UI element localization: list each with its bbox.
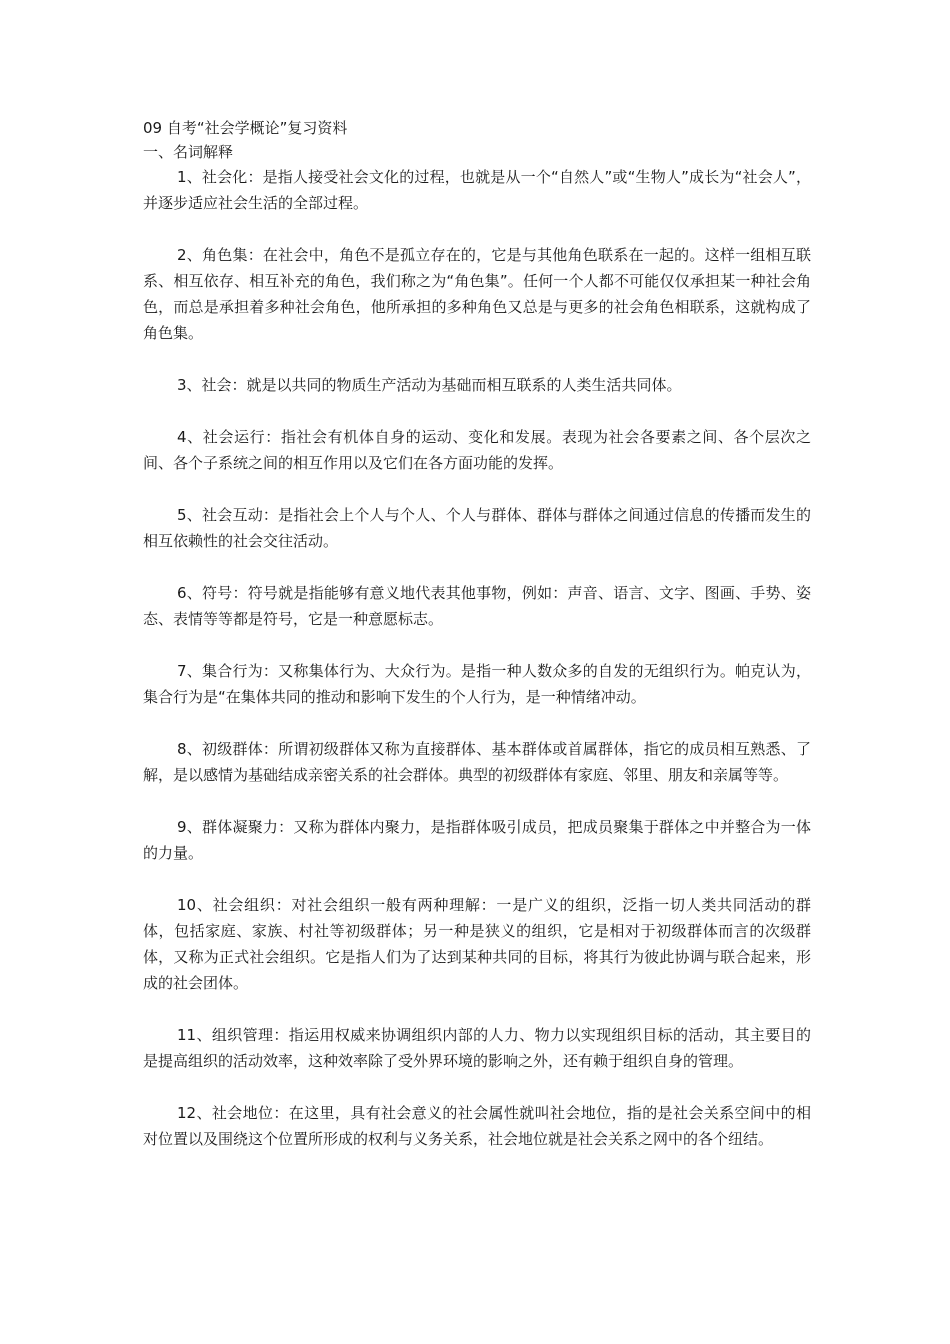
term-text: 集合行为：又称集体行为、大众行为。是指一种人数众多的自发的无组织行为。帕克认为，集合行为是“在集体共同的推动和影响下发生的个人行为，是一种情绪冲动。 (143, 662, 811, 706)
term-text: 角色集：在社会中，角色不是孤立存在的，它是与其他角色联系在一起的。这样一组相互联系、相互依存、相互补充的角色，我们称之为“角色集”。任何一个人都不可能仅仅承担某一种社会角色，而总是承担着多种社会角色，他所承担的多种角色又总是与更多的社会角色相联系，这就构成了角色集。 (143, 246, 811, 342)
term-paragraph-6 (143, 580, 811, 632)
term-number: 7、 (177, 662, 203, 680)
term-number: 10、 (177, 896, 213, 914)
term-number: 4、 (177, 428, 203, 446)
term-text: 社会互动：是指社会上个人与个人、个人与群体、群体与群体之间通过信息的传播而发生的相互依赖性的社会交往活动。 (143, 506, 811, 550)
term-paragraph-9 (143, 814, 811, 866)
term-paragraph-8 (143, 736, 811, 788)
term-number: 11、 (177, 1026, 212, 1044)
term-paragraph-4 (143, 424, 811, 476)
term-text: 符号：符号就是指能够有意义地代表其他事物，例如：声音、语言、文字、图画、手势、姿态、表情等等都是符号，它是一种意愿标志。 (143, 584, 811, 628)
term-text: 社会化：是指人接受社会文化的过程，也就是从一个“自然人”或“生物人”成长为“社会人”，并逐步适应社会生活的全部过程。 (143, 168, 811, 212)
term-number: 8、 (177, 740, 203, 758)
term-text: 社会组织：对社会组织一般有两种理解：一是广义的组织，泛指一切人类共同活动的群体，包括家庭、家族、村社等初级群体；另一种是狭义的组织，它是相对于初级群体而言的次级群体，又称为正式社会组织。它是指人们为了达到某种共同的目标，将其行为彼此协调与联合起来，形成的社会团体。 (143, 896, 811, 992)
term-paragraph-10 (143, 892, 811, 996)
term-number: 6、 (177, 584, 203, 602)
term-paragraph-11 (143, 1022, 811, 1074)
term-text: 社会运行：指社会有机体自身的运动、变化和发展。表现为社会各要素之间、各个层次之间、各个子系统之间的相互作用以及它们在各方面功能的发挥。 (143, 428, 811, 472)
document-title: 09 自考“社会学概论”复习资料 (143, 119, 348, 137)
term-text: 社会：就是以共同的物质生产活动为基础而相互联系的人类生活共同体。 (201, 376, 682, 394)
term-paragraph-1 (143, 164, 811, 216)
term-number: 9、 (177, 818, 203, 836)
section-heading: 一、名词解释 (143, 143, 234, 161)
term-text: 初级群体：所谓初级群体又称为直接群体、基本群体或首属群体，指它的成员相互熟悉、了解，是以感情为基础结成亲密关系的社会群体。典型的初级群体有家庭、邻里、朋友和亲属等等。 (143, 740, 811, 784)
term-number: 1、 (177, 168, 202, 186)
term-paragraph-3 (143, 372, 811, 398)
term-paragraph-2 (143, 242, 811, 346)
term-text: 社会地位：在这里，具有社会意义的社会属性就叫社会地位，指的是社会关系空间中的相对位置以及围绕这个位置所形成的权利与义务关系，社会地位就是社会关系之网中的各个纽结。 (143, 1104, 811, 1148)
term-number: 3、 (177, 376, 202, 394)
term-paragraph-12 (143, 1100, 811, 1152)
term-text: 组织管理：指运用权威来协调组织内部的人力、物力以实现组织目标的活动，其主要目的是提高组织的活动效率，这种效率除了受外界环境的影响之外，还有赖于组织自身的管理。 (143, 1026, 811, 1070)
term-number: 12、 (177, 1104, 212, 1122)
term-paragraph-5 (143, 502, 811, 554)
term-number: 2、 (177, 246, 203, 264)
term-text: 群体凝聚力：又称为群体内聚力，是指群体吸引成员，把成员聚集于群体之中并整合为一体的力量。 (143, 818, 811, 862)
term-paragraph-7 (143, 658, 811, 710)
term-number: 5、 (177, 506, 203, 524)
document-content (143, 116, 811, 1178)
